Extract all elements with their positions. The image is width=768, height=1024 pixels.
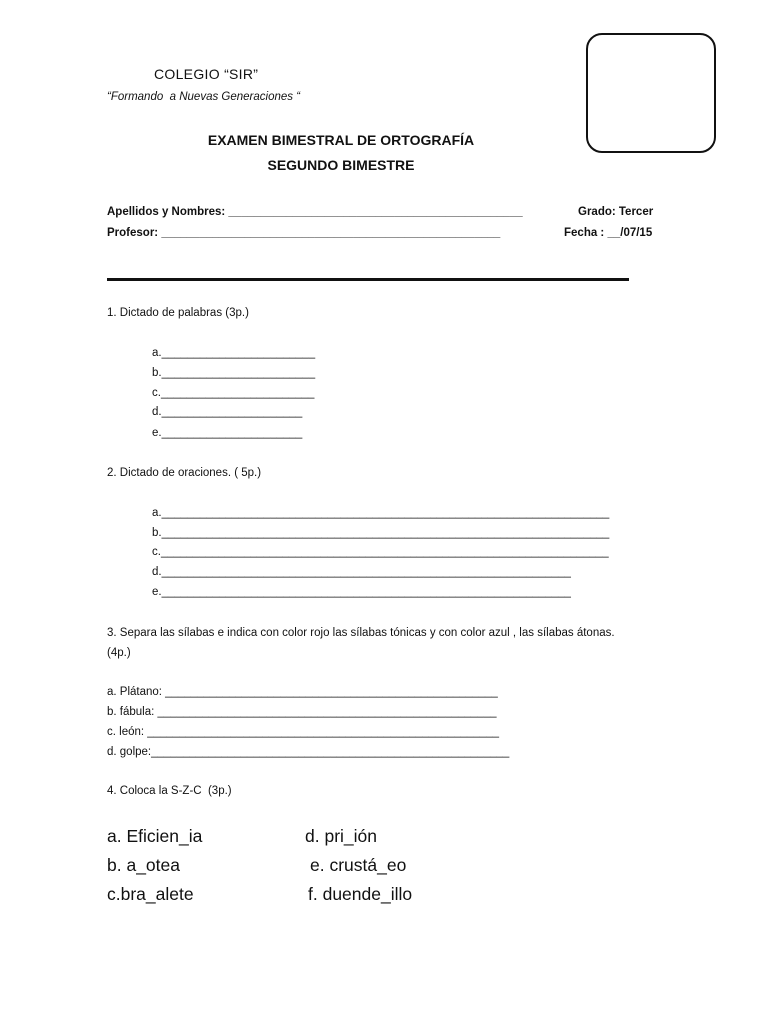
q3-line-b: b. fábula: _____________________________________________________ — [107, 706, 497, 718]
section-divider — [107, 278, 629, 281]
q2-line-b: b.______________________________________________________________________ — [152, 527, 610, 539]
q1-line-a: a.________________________ — [152, 347, 316, 359]
q1-line-e: e.______________________ — [152, 427, 303, 439]
q4-item-e: e. crustá_eo — [310, 855, 407, 875]
exam-title: EXAMEN BIMESTRAL DE ORTOGRAFÍA — [207, 132, 475, 148]
question-3-title: 3. Separa las sílabas e indica con color rojo las sílabas tónicas y con color azul , las sílabas átonas. — [107, 627, 615, 639]
q2-line-c: c.______________________________________________________________________ — [152, 546, 609, 558]
school-name: COLEGIO “SIR” — [154, 66, 259, 82]
exam-subtitle: SEGUNDO BIMESTRE — [267, 157, 415, 173]
q3-line-a: a. Plátano: ____________________________________________________ — [107, 686, 498, 698]
school-motto: “Formando a Nuevas Generaciones “ — [107, 91, 301, 103]
question-2-title: 2. Dictado de oraciones. ( 5p.) — [107, 467, 262, 479]
grade-field: Grado: Tercer — [578, 206, 654, 218]
question-3-points: (4p.) — [107, 647, 131, 659]
q3-line-d: d. golpe:________________________________________________________ — [107, 746, 510, 758]
q2-line-a: a.______________________________________________________________________ — [152, 507, 610, 519]
date-field: Fecha : __/07/15 — [564, 227, 653, 239]
q3-line-c: c. león: _______________________________________________________ — [107, 726, 500, 738]
q2-line-e: e.________________________________________________________________ — [152, 586, 571, 598]
q1-line-b: b.________________________ — [152, 367, 316, 379]
q1-line-d: d.______________________ — [152, 406, 303, 418]
q1-line-c: c.________________________ — [152, 387, 315, 399]
q4-item-a: a. Eficien_ia — [107, 826, 203, 846]
name-field: Apellidos y Nombres: ______________________________________________ — [107, 206, 523, 218]
q4-item-b: b. a_otea — [107, 855, 180, 875]
q4-item-d: d. pri_ión — [305, 826, 377, 846]
q2-line-d: d.________________________________________________________________ — [152, 566, 571, 578]
q4-item-c: c.bra_alete — [107, 884, 194, 904]
question-1-title: 1. Dictado de palabras (3p.) — [107, 307, 249, 319]
question-4-title: 4. Coloca la S-Z-C (3p.) — [107, 785, 232, 797]
teacher-field: Profesor: _____________________________________________________ — [107, 227, 501, 239]
q4-item-f: f. duende_illo — [308, 884, 413, 904]
